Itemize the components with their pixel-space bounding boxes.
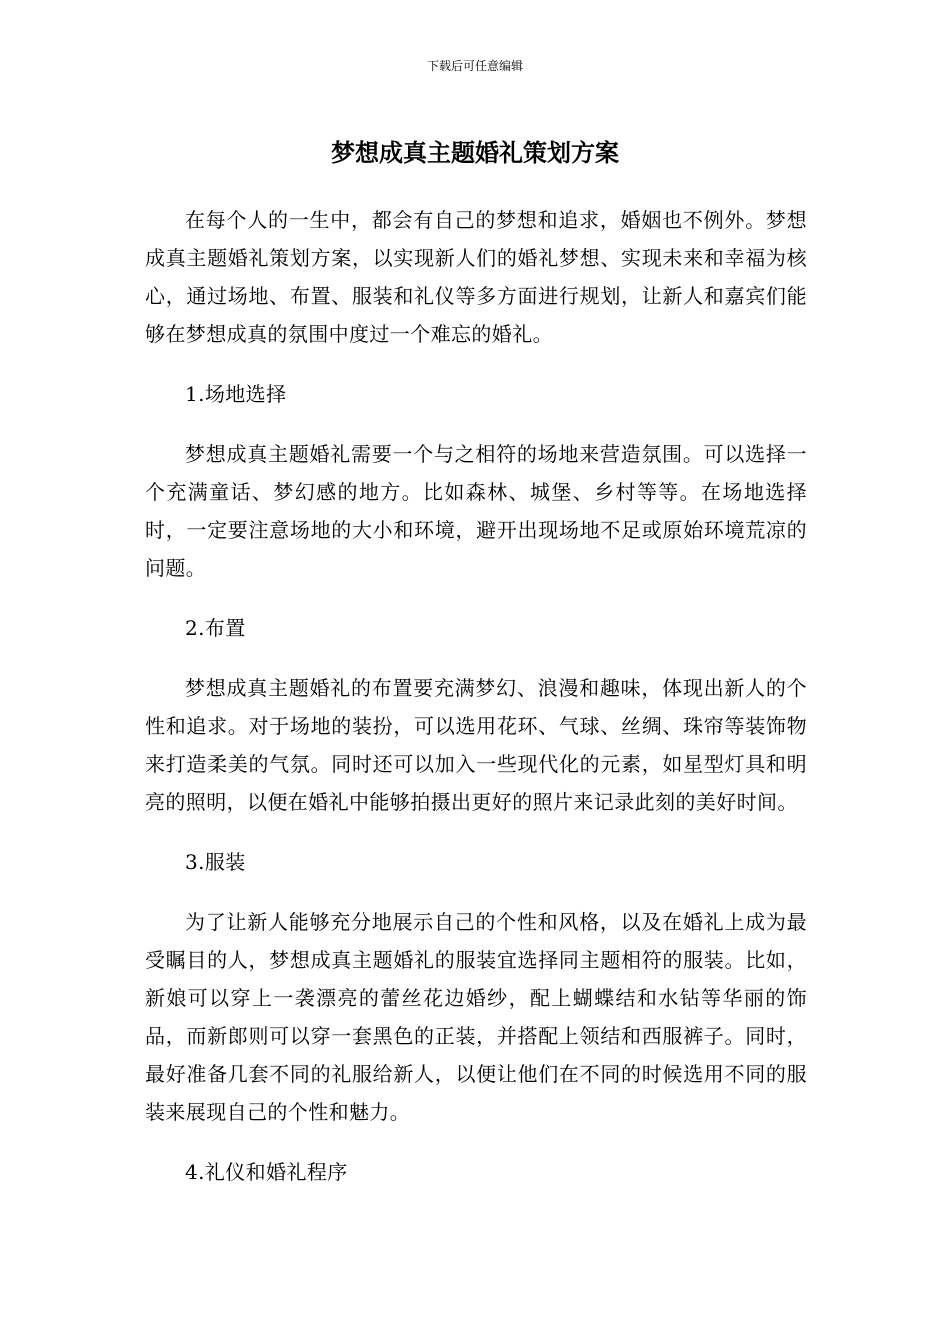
intro-paragraph: 在每个人的一生中，都会有自己的梦想和追求，婚姻也不例外。梦想成真主题婚礼策划方案，以实现新人们的婚礼梦想、实现未来和幸福为核心，通过场地、布置、服装和礼仪等多方面进行规划，让新人和嘉宾们能够在梦想成真的氛围中度过一个难忘的婚礼。 xyxy=(145,208,807,346)
section-heading-attire: 3.服装 xyxy=(185,850,246,874)
section-body-attire: 为了让新人能够充分地展示自己的个性和风格，以及在婚礼上成为最受瞩目的人，梦想成真主题婚礼的服装宜选择同主题相符的服装。比如，新娘可以穿上一袭漂亮的蕾丝花边婚纱，配上蝴蝶结和水钻等华丽的饰品，而新郎则可以穿一套黑色的正装，并搭配上领结和西服裤子。同时，最好准备几套不同的礼服给新人，以便让他们在不同的时候选用不同的服装来展现自己的个性和魅力。 xyxy=(145,910,807,1124)
section-heading-ceremony: 4.礼仪和婚礼程序 xyxy=(185,1160,348,1184)
document-body xyxy=(145,201,807,1213)
section-heading-venue: 1.场地选择 xyxy=(185,382,287,406)
header-note: 下载后可任意编辑 xyxy=(426,59,523,73)
document-title: 梦想成真主题婚礼策划方案 xyxy=(331,139,619,167)
section-body-decoration: 梦想成真主题婚礼的布置要充满梦幻、浪漫和趣味，体现出新人的个性和追求。对于场地的装扮，可以选用花环、气球、丝绸、珠帘等装饰物来打造柔美的气氛。同时还可以加入一些现代化的元素，如星型灯具和明亮的照明，以便在婚礼中能够拍摄出更好的照片来记录此刻的美好时间。 xyxy=(145,676,807,814)
section-heading-decoration: 2.布置 xyxy=(185,616,246,640)
section-body-venue: 梦想成真主题婚礼需要一个与之相符的场地来营造氛围。可以选择一个充满童话、梦幻感的地方。比如森林、城堡、乡村等等。在场地选择时，一定要注意场地的大小和环境，避开出现场地不足或原始环境荒凉的问题。 xyxy=(145,442,807,580)
